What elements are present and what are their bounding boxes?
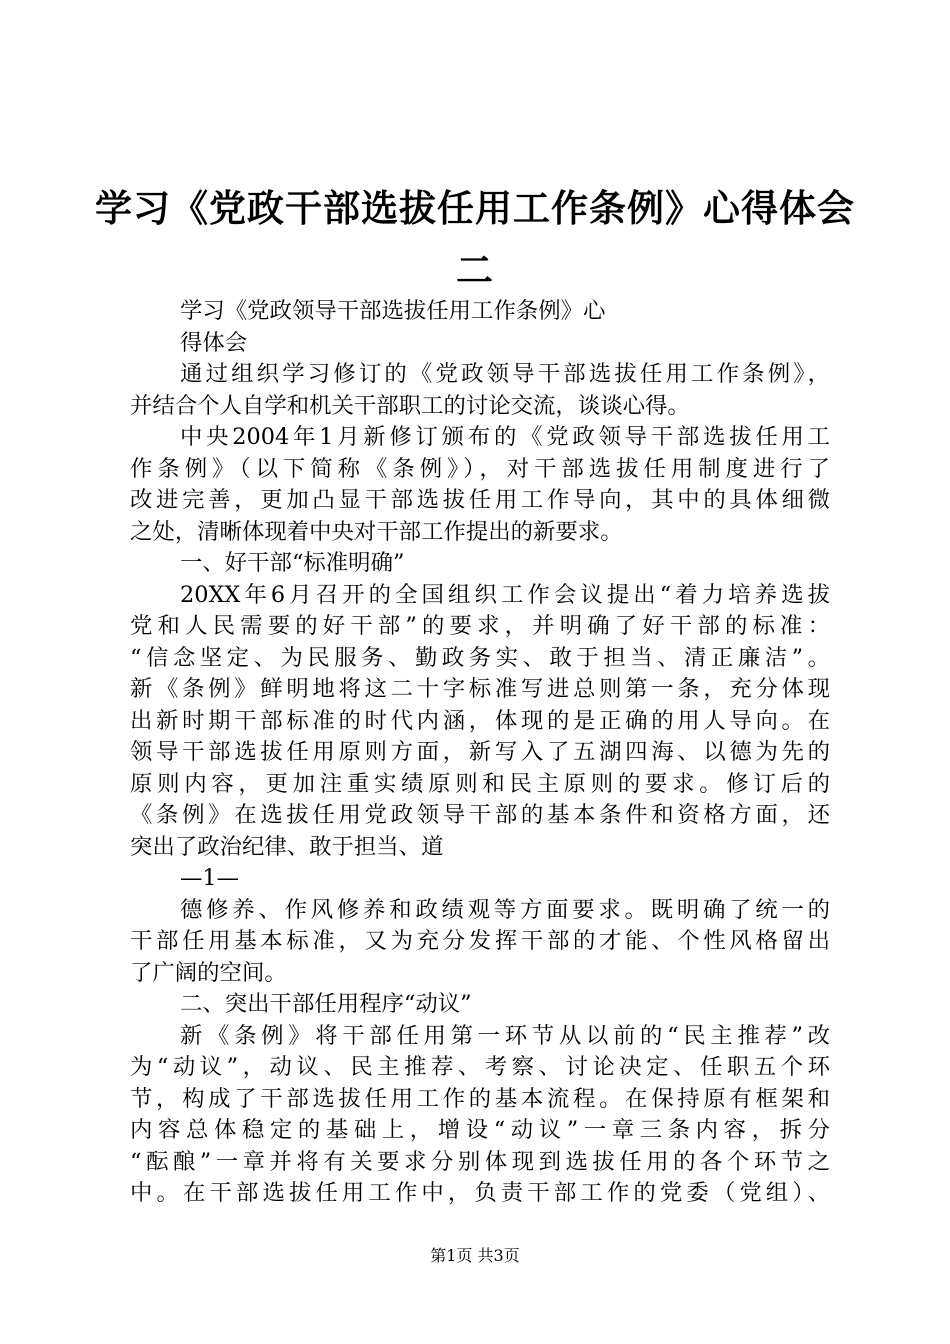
- text-line: 并结合个人自学和机关干部职工的讨论交流，谈谈心得。: [130, 392, 690, 419]
- document-body: [130, 296, 830, 1210]
- text-line: 中央2004年1月新修订颁布的《党政领导干部选拔任用工: [180, 424, 830, 450]
- text-line: 得体会: [180, 329, 248, 356]
- text-line: 20XX年6月召开的全国组织工作会议提出“着力培养选拔: [180, 581, 830, 608]
- text-line: 作条例》（以下简称《条例》），对干部选拔任用制度进行了: [130, 455, 830, 482]
- text-line: 为“动议”，动议、民主推荐、考察、讨论决定、任职五个环: [130, 1054, 830, 1080]
- text-line: 通过组织学习修订的《党政领导干部选拔任用工作条例》，: [180, 361, 830, 387]
- page-footer: 第1页 共3页: [430, 1246, 520, 1265]
- text-line: 德修养、作风修养和政绩观等方面要求。既明确了统一的: [180, 896, 830, 923]
- text-line: 《条例》在选拔任用党政领导干部的基本条件和资格方面，还: [130, 802, 830, 828]
- text-line: 出新时期干部标准的时代内涵，体现的是正确的用人导向。在: [130, 707, 830, 734]
- text-line: 学习《党政领导干部选拔任用工作条例》心: [180, 298, 606, 324]
- document-title: 学习《党政干部选拔任用工作条例》心得体会: [95, 186, 855, 230]
- text-line: 领导干部选拔任用原则方面，新写入了五湖四海、以德为先的: [130, 739, 830, 765]
- text-line: 干部任用基本标准，又为充分发挥干部的才能、个性风格留出: [130, 928, 830, 954]
- inline-page-marker: —1—: [180, 865, 240, 891]
- text-line: 之处，清晰体现着中央对干部工作提出的新要求。: [130, 518, 623, 545]
- text-line: 原则内容，更加注重实绩原则和民主原则的要求。修订后的: [130, 770, 830, 797]
- text-line: “酝酿”一章并将有关要求分别体现到选拔任用的各个环节之: [130, 1148, 830, 1175]
- text-line: 突出了政治纪律、敢于担当、道: [130, 833, 444, 860]
- text-line: 内容总体稳定的基础上，增设“动议”一章三条内容，拆分: [130, 1117, 830, 1143]
- document-title-continued: 二: [456, 248, 494, 292]
- section-heading: 一、好干部“标准明确”: [180, 550, 405, 576]
- text-line: “信念坚定、为民服务、勤政务实、敢于担当、清正廉洁”。: [130, 644, 830, 671]
- text-line: 中。在干部选拔任用工作中，负责干部工作的党委（党组）、: [130, 1180, 830, 1206]
- text-line: 了广阔的空间。: [130, 959, 287, 986]
- section-heading: 二、突出干部任用程序“动议”: [180, 991, 472, 1017]
- text-line: 党和人民需要的好干部”的要求，并明确了好干部的标准：: [130, 613, 830, 639]
- text-line: 新《条例》鲜明地将这二十字标准写进总则第一条，充分体现: [130, 676, 830, 702]
- text-line: 节，构成了干部选拔任用工作的基本流程。在保持原有框架和: [130, 1085, 830, 1112]
- text-line: 改进完善，更加凸显干部选拔任用工作导向，其中的具体细微: [130, 487, 830, 513]
- text-line: 新《条例》将干部任用第一环节从以前的“民主推荐”改: [180, 1022, 830, 1049]
